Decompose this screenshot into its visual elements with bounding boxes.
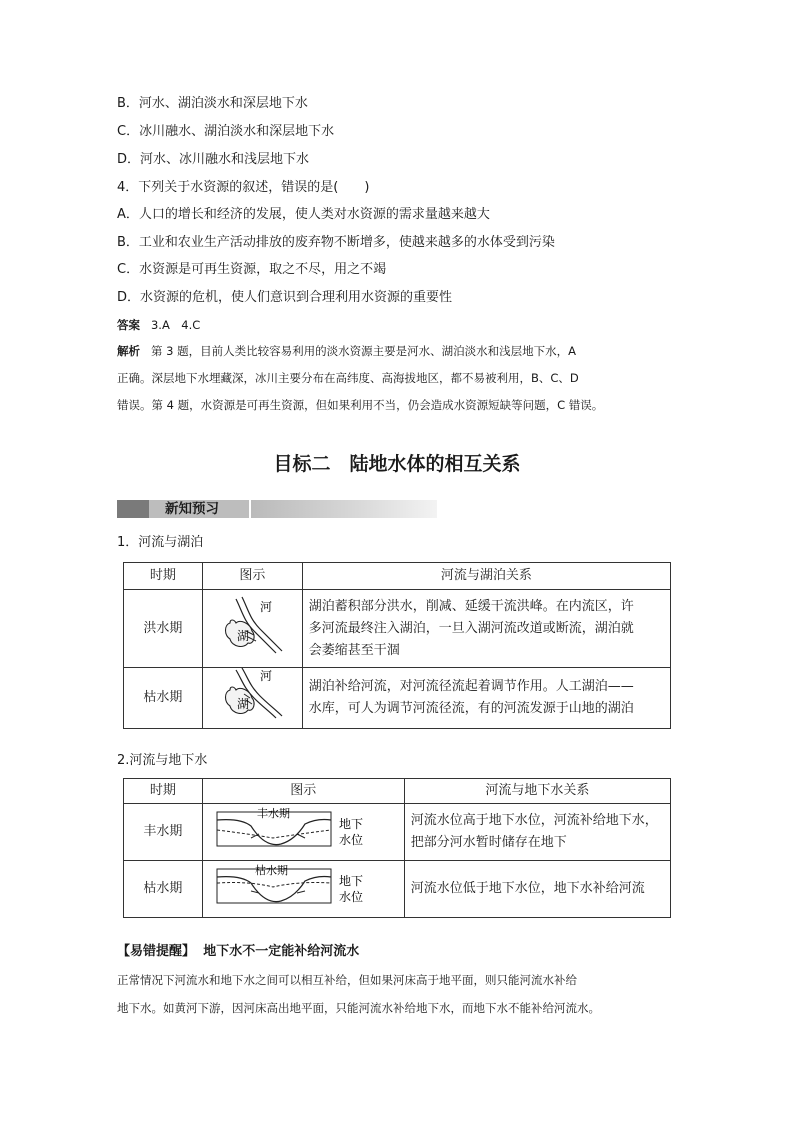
- q4-option-a: A．人口的增长和经济的发展，使人类对水资源的需求量越来越大: [117, 207, 490, 222]
- table2-wet-line-1: 河流水位高于地下水位，河流补给地下水，: [410, 813, 658, 828]
- tip-text-1: 正常情况下河流水和地下水之间可以相互补给，但如果河床高于地平面，则只能河流水补给: [117, 973, 577, 987]
- q3-option-d: D．河水、冰川融水和浅层地下水: [117, 152, 310, 167]
- diagram-lake-label-2: 湖: [237, 697, 250, 711]
- table1-header-diagram: 图示: [202, 563, 302, 590]
- preview-banner: [117, 500, 437, 518]
- table1-diagram-flood: [202, 590, 302, 668]
- dry-side-label-1: 地下: [338, 874, 363, 888]
- table1-dry-line-1: 湖泊补给河流，对河流径流起着调节作用。人工湖泊——: [308, 679, 634, 694]
- table1-dry-line-2: 水库，可人为调节河流径流，有的河流发源于山地的湖泊: [308, 701, 634, 716]
- q3-option-b: B．河水、湖泊淡水和深层地下水: [117, 96, 308, 111]
- dry-season-diagram: [209, 861, 389, 909]
- wet-diagram-label: 丰水期: [256, 807, 290, 820]
- q4-option-d: D．水资源的危机，使人们意识到合理利用水资源的重要性: [117, 290, 453, 305]
- table2-header-period: 时期: [124, 779, 203, 804]
- table1-diagram-dry: [202, 668, 302, 729]
- analysis-text-1: 第 3 题，目前人类比较容易利用的淡水资源主要是河水、湖泊淡水和浅层地下水，A: [150, 344, 576, 358]
- river-lake-flood-diagram: [220, 595, 284, 655]
- banner-label: 新知预习: [165, 501, 219, 517]
- q4-stem: 4．下列关于水资源的叙述，错误的是( ): [117, 180, 370, 195]
- table2-relation-dry: [404, 861, 670, 918]
- table2-period-wet: 丰水期: [124, 804, 203, 861]
- river-lake-table: [123, 562, 671, 729]
- dry-side-label-2: 水位: [338, 890, 363, 904]
- diagram-lake-label: 湖: [237, 628, 250, 643]
- table1-title: 1．河流与湖泊: [117, 535, 204, 550]
- answer-label: 答案: [117, 318, 140, 332]
- q4-option-c: C．水资源是可再生资源，取之不尽，用之不竭: [117, 262, 387, 277]
- table2-header-relation: 河流与地下水关系: [404, 779, 670, 804]
- table2-period-dry: 枯水期: [124, 861, 203, 918]
- table1-period-flood: 洪水期: [124, 590, 203, 668]
- table1-flood-line-2: 多河流最终注入湖泊，一旦入湖河流改道或断流，湖泊就: [308, 620, 634, 636]
- river-lake-dry-diagram: [220, 668, 284, 720]
- section-title: 目标二 陆地水体的相互关系: [273, 453, 521, 475]
- q4-option-b: B．工业和农业生产活动排放的废弃物不断增多，使越来越多的水体受到污染: [117, 235, 555, 250]
- analysis-line-3: 错误。第 4 题，水资源是可再生资源，但如果利用不当，仍会造成水资源短缺等问题，C 错误。: [117, 398, 604, 412]
- table2-header-diagram: 图示: [202, 779, 404, 804]
- tip-line: [117, 944, 359, 960]
- q3-option-c: C．冰川融水、湖泊淡水和深层地下水: [117, 124, 335, 139]
- table1-period-dry: 枯水期: [124, 668, 203, 729]
- wet-side-label-1: 地下: [338, 817, 363, 831]
- table2-dry-line-1: 河流水位低于地下水位，地下水补给河流: [410, 881, 645, 896]
- table2-title: 2.河流与地下水: [117, 753, 208, 768]
- wet-season-diagram: [209, 804, 389, 852]
- tip-heading: 地下水不一定能补给河流水: [203, 944, 360, 959]
- table1-relation-dry: [302, 668, 670, 729]
- tip-label: 【易错提醒】: [117, 944, 196, 959]
- table2-diagram-wet: [202, 804, 404, 861]
- table1-flood-line-1: 湖泊蓄积部分洪水，削减、延缓干流洪峰。在内流区，许: [308, 598, 634, 614]
- table2-relation-wet: [404, 804, 670, 861]
- table1-flood-line-3: 会萎缩甚至干涸: [308, 642, 400, 658]
- table2-wet-line-2: 把部分河水暂时储存在地下: [410, 835, 567, 850]
- table1-header-relation: 河流与湖泊关系: [302, 563, 670, 590]
- diagram-river-label-2: 河: [260, 669, 273, 683]
- wet-side-label-2: 水位: [338, 833, 363, 847]
- river-groundwater-table: [123, 778, 671, 918]
- dry-diagram-label: 枯水期: [254, 864, 288, 877]
- analysis-line-1: [117, 343, 576, 359]
- diagram-river-label: 河: [260, 599, 273, 614]
- analysis-label: 解析: [117, 344, 140, 358]
- table1-relation-flood: [302, 590, 670, 668]
- tip-text-2: 地下水。如黄河下游，因河床高出地平面，只能河流水补给地下水，而地下水不能补给河流水。: [117, 1001, 600, 1015]
- table2-diagram-dry: [202, 861, 404, 918]
- answer-text: 3.A 4.C: [150, 318, 201, 332]
- table1-header-period: 时期: [124, 563, 203, 590]
- answer-line: [117, 317, 200, 333]
- analysis-line-2: 正确。深层地下水埋藏深，冰川主要分布在高纬度、高海拔地区，都不易被利用，B、C、D: [117, 371, 579, 385]
